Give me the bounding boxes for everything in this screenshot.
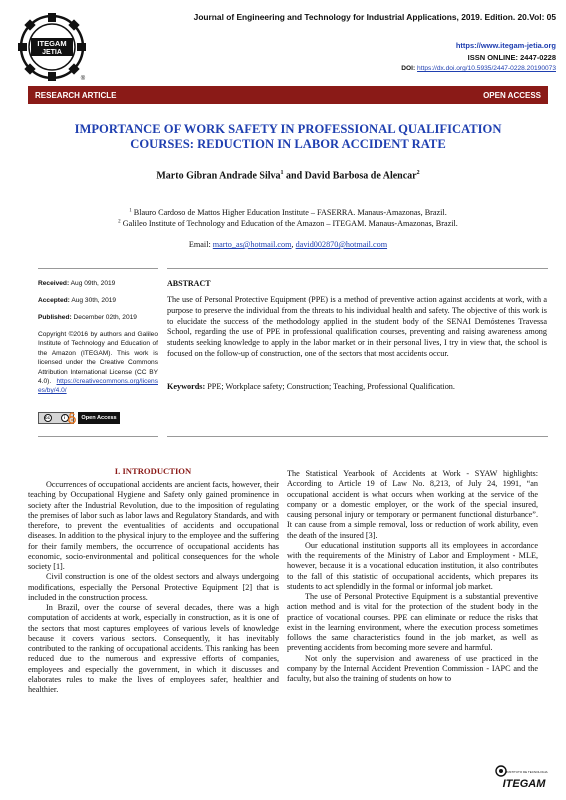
title-line-1: IMPORTANCE OF WORK SAFETY IN PROFESSIONAL QUALIFICATION bbox=[74, 122, 502, 136]
copyright-text: Copyright ©2016 by authors and Galileo Institute of Technology and Education of the Amazon (ITEGAM). This work is licensed under the Creative Commons Attribution International License (CC BY 4.0). bbox=[38, 331, 158, 386]
open-access-lock-icon bbox=[67, 412, 77, 424]
accepted-value: Aug 30th, 2019 bbox=[69, 297, 117, 304]
keywords-label: Keywords: bbox=[167, 382, 206, 391]
footer-logo-line1: INSTITUTO DE TECNOLOGIA bbox=[506, 770, 548, 774]
keywords-value: PPE; Workplace safety; Construction; Teaching, Professional Qualification. bbox=[205, 382, 455, 391]
body-paragraph: Our educational institution supports all its employees in accordance with the requirements of the Ministry of Labor and Employment - MLE, however, because it is a vocational education institution, it also contributes to the fall of this statistic of occupational accidents, which prepares its students to act splendidly in the formal or informal job market. bbox=[287, 540, 538, 591]
published-date bbox=[38, 313, 158, 322]
body-paragraph: The Statistical Yearbook of Accidents at Work - SYAW highlights: According to Article 19 of Law No. 8,213, of July 24, 1991, “an occupational accident is what occurs when working at the service of the company or a domestic employer, or the work of the special insured, causing personal injury or temporary or permanent functional disturbance”. It can cause from a simple removal, loss or reduction of work ability, even the death of the insured [3]. bbox=[287, 469, 538, 540]
body-paragraph: Civil construction is one of the oldest sectors and always undergoing modifications, especially the Personal Protective Equipment [2] that is included in the construction process. bbox=[28, 572, 279, 602]
journal-name: Journal of Engineering and Technology for Industrial Applications, 2019. Edition. 20.Vol: 05 bbox=[193, 12, 556, 22]
affiliation-1-text: Blauro Cardoso de Mattos Higher Education Institute – FASERRA. Manaus-Amazonas, Brazil. bbox=[133, 208, 447, 217]
article-banner bbox=[28, 86, 548, 104]
author-2-sup: 2 bbox=[416, 170, 420, 176]
itegam-jetia-logo bbox=[17, 12, 87, 82]
email-separator: , bbox=[291, 240, 296, 249]
by-icon: i bbox=[61, 414, 69, 422]
body-column-left bbox=[28, 480, 279, 695]
accepted-date bbox=[38, 296, 158, 305]
cc-icon: cc bbox=[44, 415, 50, 420]
body-paragraph: The use of Personal Protective Equipment is a substantial preventive action method and is vital for the protection of the student body in the practice of vocational courses. PPE can eliminate or reduce the risks that exist in the learning environment, where the execution process sometimes follows the same characteristics found in the job market, as well as preventing accidents from becoming more severe and harmful. bbox=[287, 592, 538, 653]
body-paragraph: Occurrences of occupational accidents are ancient facts, however, their teaching by Occupational Hygiene and Safety only gained prominence in society after the Industrial Revolution, due to the imposition of regulating the premises of labor such as labor laws and Regulatory Standards, and with therefore, to prevent the eventualities of accidents and occupational diseases. In addition to the physical injury to the employee and the suffering for their family members, the occurrence of occupational accidents has economic, socio-environmental and political consequences for the whole society [1]. bbox=[28, 480, 279, 571]
authors bbox=[28, 170, 548, 181]
accepted-label: Accepted: bbox=[38, 297, 70, 304]
license-link[interactable]: https://creativecommons.org/licenses/by/4.0/ bbox=[38, 378, 158, 395]
copyright-notice bbox=[38, 330, 158, 396]
published-value: December 02th, 2019 bbox=[71, 314, 137, 321]
keywords bbox=[167, 382, 547, 393]
logo-registered: ® bbox=[80, 76, 86, 82]
access-type: OPEN ACCESS bbox=[483, 90, 541, 100]
affiliation-1 bbox=[28, 208, 548, 217]
article-type: RESEARCH ARTICLE bbox=[35, 90, 117, 100]
received-date bbox=[38, 279, 158, 288]
title-line-2: COURSES: REDUCTION IN LABOR ACCIDENT RATE bbox=[130, 137, 446, 151]
itegam-footer-logo bbox=[494, 764, 550, 792]
info-rule-bottom bbox=[38, 436, 158, 437]
logo-text-bottom: JETIA bbox=[42, 49, 62, 56]
author-and: and bbox=[283, 170, 305, 182]
published-label: Published: bbox=[38, 314, 72, 321]
author-2: David Barbosa de Alencar bbox=[304, 170, 417, 182]
email-label: Email: bbox=[188, 240, 213, 249]
affiliation-2-sup: 2 bbox=[118, 219, 121, 225]
abstract-rule-top bbox=[167, 268, 548, 269]
doi-link[interactable]: https://dx.doi.org/10.5935/2447-0228.20190073 bbox=[417, 65, 556, 72]
abstract-heading: ABSTRACT bbox=[167, 279, 211, 288]
logo-text-top: ITEGAM bbox=[37, 39, 67, 48]
issn: ISSN ONLINE: 2447-0228 bbox=[467, 53, 556, 62]
received-label: Received: bbox=[38, 280, 70, 287]
body-column-right bbox=[287, 469, 538, 684]
paper-title bbox=[28, 122, 548, 152]
affiliation-1-sup: 1 bbox=[129, 208, 132, 214]
author-emails bbox=[28, 240, 548, 249]
info-rule-top bbox=[38, 268, 158, 269]
affiliation-2-text: Galileo Institute of Technology and Education of the Amazon – ITEGAM. Manaus-Amazonas, Brazil. bbox=[122, 219, 458, 228]
doi-label: DOI: bbox=[401, 65, 416, 72]
author-1-sup: 1 bbox=[280, 170, 284, 176]
footer-logo-text: ITEGAM bbox=[502, 778, 546, 790]
email-link-2[interactable]: david002870@hotmail.com bbox=[295, 240, 388, 249]
abstract-rule-bottom bbox=[167, 436, 548, 437]
section-heading-introduction: I. INTRODUCTION bbox=[114, 466, 192, 476]
abstract-text: The use of Personal Protective Equipment (PPE) is a method of preventive action against accidents at work, with a purpose to preserve the individual from the threats to his individual health and safety. The objective of this work is to elucidate the success of the methodology applied in the student body of the SENAI Demóstenes Travessa School, regarding the use of PPE in professional qualification courses, preventing and raising awareness among students seeking knowledge to apply in the labor market or in their personal lives, I try in view that, the school is focused on the follow-up of construction, one of the sectors that most accidents occur. bbox=[167, 295, 547, 358]
email-link-1[interactable]: marto_as@hotmail.com bbox=[212, 240, 292, 249]
body-paragraph: Not only the supervision and awareness of use practiced in the company by the Internal Accident Prevention Commission - IAPC and the faculty, but also the training of students on how to bbox=[287, 653, 538, 683]
received-value: Aug 09th, 2019 bbox=[69, 280, 116, 287]
open-access-badge: Open Access bbox=[78, 412, 120, 424]
affiliation-2 bbox=[28, 219, 548, 228]
journal-url-link[interactable]: https://www.itegam-jetia.org bbox=[455, 41, 556, 50]
body-paragraph: In Brazil, over the course of several decades, there was a high computation of accidents at work, especially in construction, as it is one of the sectors that most captures employees of various levels of knowledge because it covers various sectors. Consequently, it has inevitably contributed to the ranking of occupational accidents. This ranking has been reduced due to the numerous and expressive efforts of companies, employees and especially the government, in which it discusses and elaborates rules to make the lives of employees safer, healthier and healthier. bbox=[28, 603, 279, 694]
doi bbox=[401, 65, 556, 72]
author-1: Marto Gibran Andrade Silva bbox=[156, 170, 281, 182]
